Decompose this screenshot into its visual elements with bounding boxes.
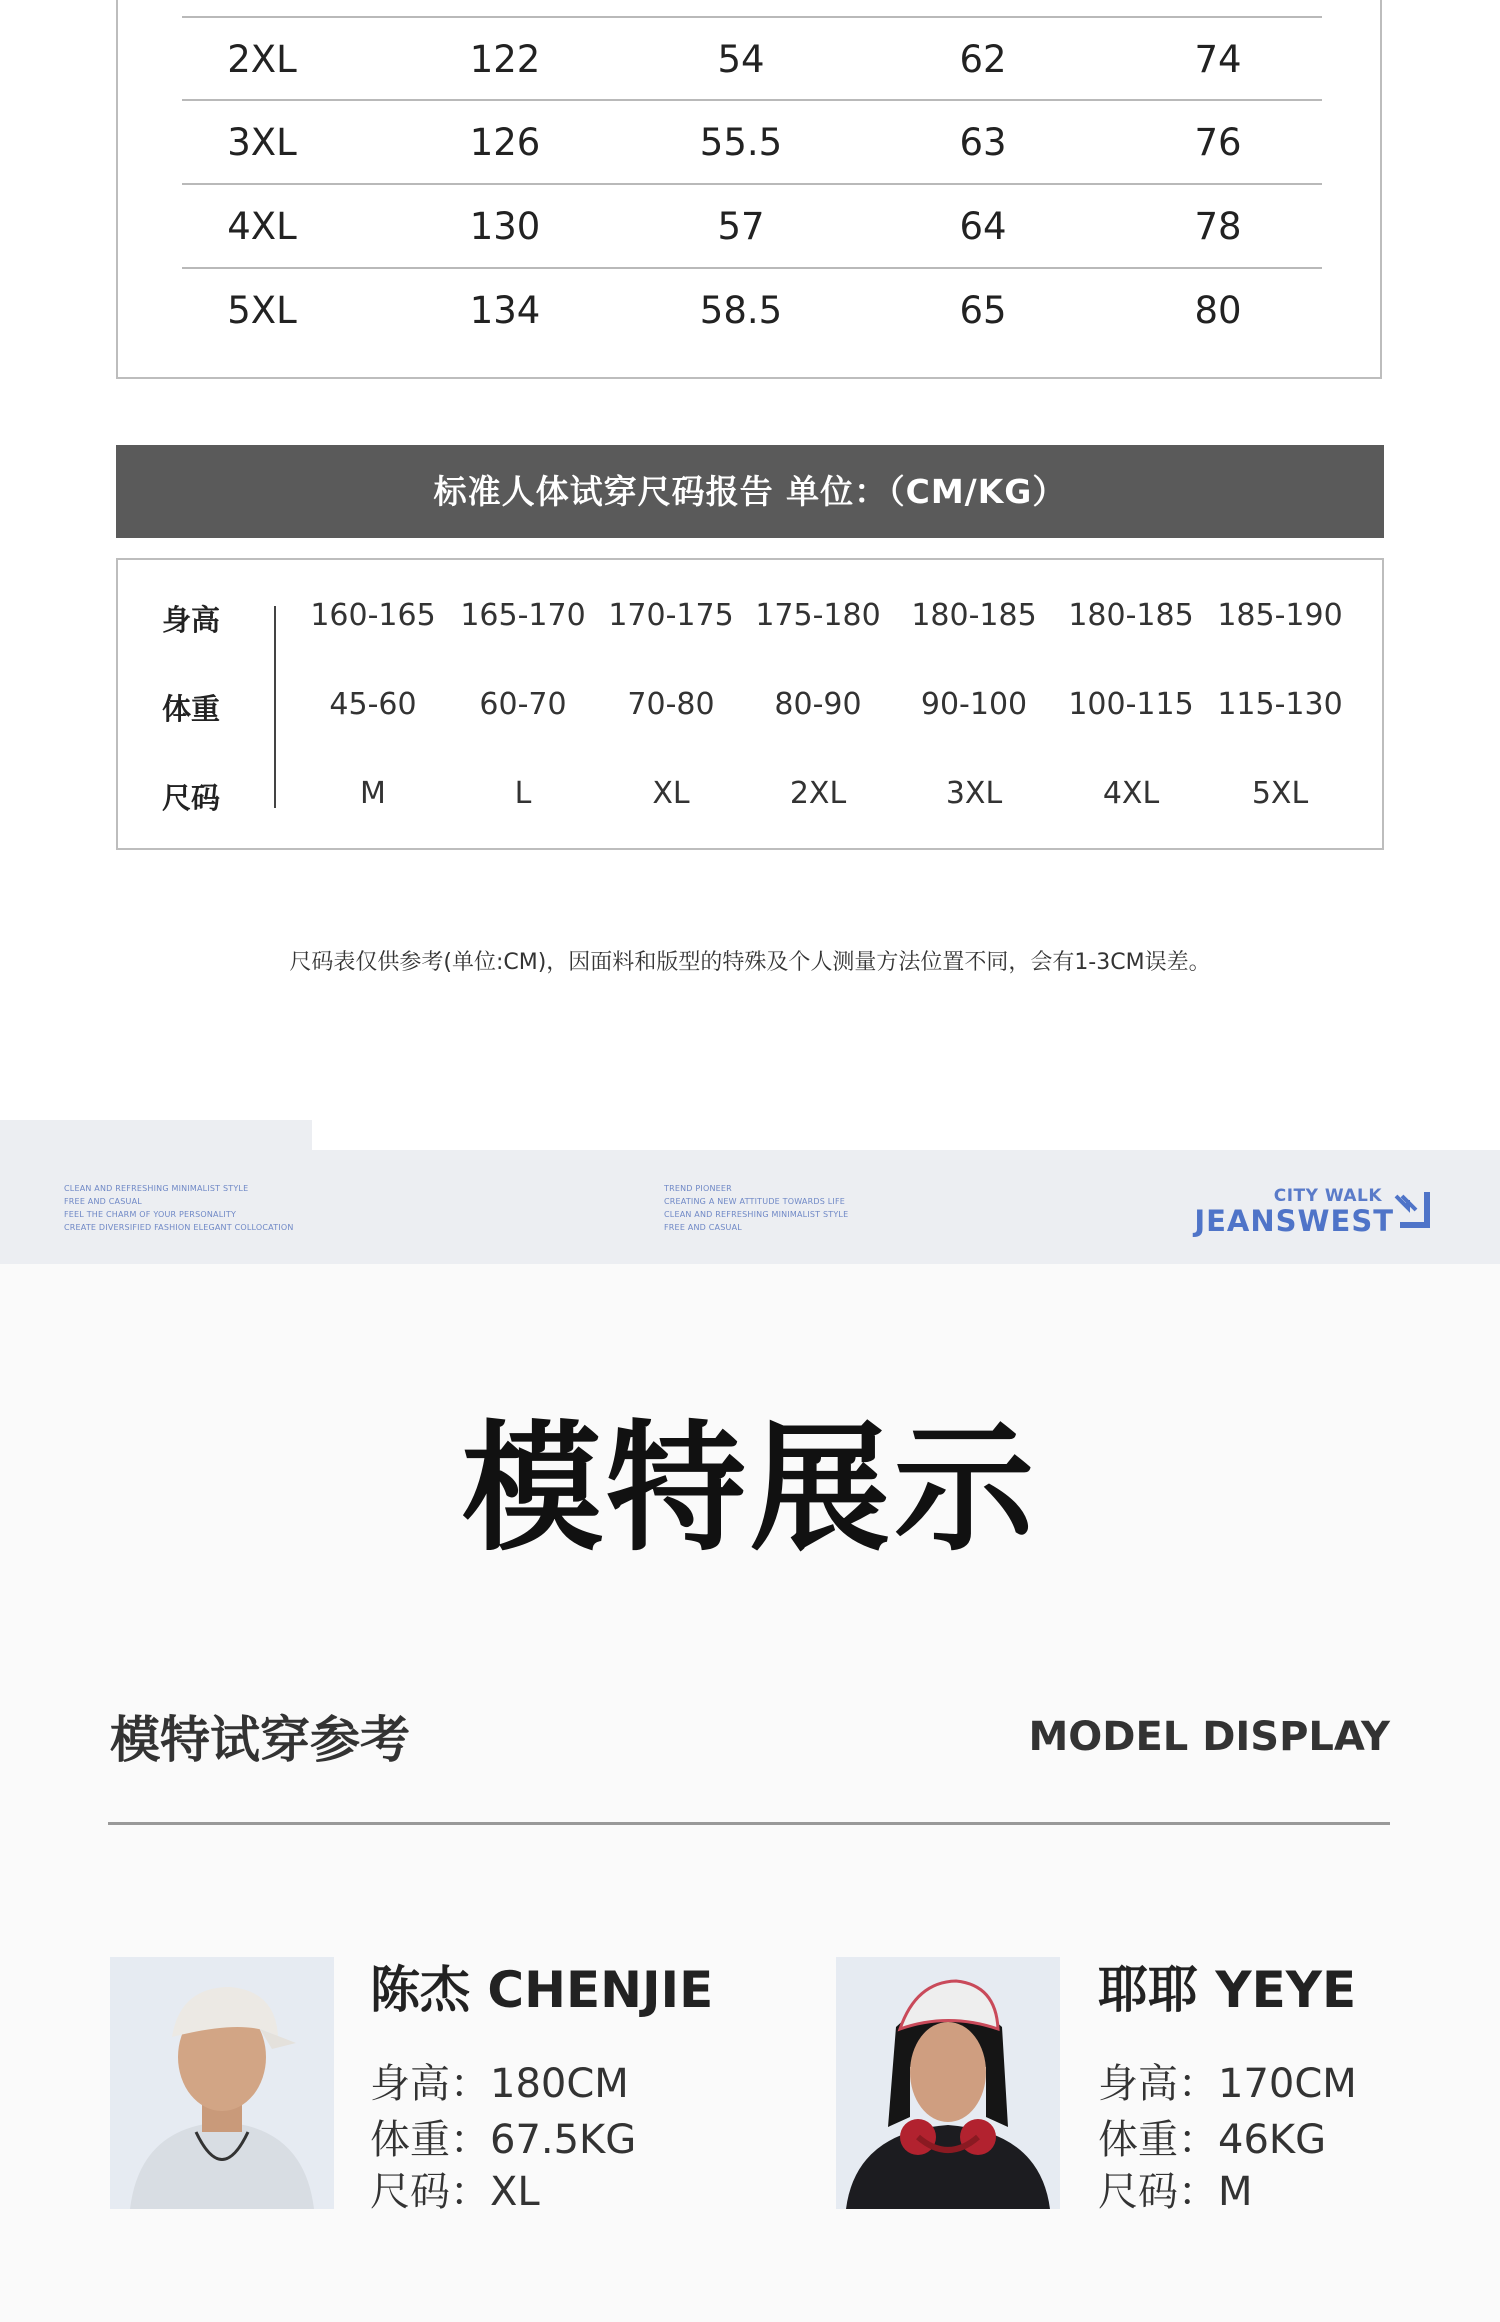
row-label-weight: 体重 (162, 692, 221, 726)
weight-range: 70-80 (627, 687, 715, 722)
size-label: 4XL (1102, 776, 1160, 811)
tagline-line: CREATE DIVERSIFIED FASHION ELEGANT COLLOCATION (64, 1223, 294, 1232)
subheader-divider (108, 1822, 1390, 1825)
model-photo (110, 1957, 334, 2209)
weight-range: 90-100 (920, 687, 1028, 722)
height-range: 180-185 (911, 598, 1037, 633)
table-cell: 58.5 (699, 289, 783, 332)
size-label: XL (652, 776, 690, 811)
table-cell: 78 (1194, 205, 1242, 248)
subheader-title: 模特试穿参考 (110, 1711, 410, 1769)
height-range: 185-190 (1217, 598, 1343, 633)
table-cell: 76 (1194, 121, 1242, 164)
section-title: 模特展示 (461, 1408, 1038, 1571)
height-range: 180-185 (1068, 598, 1194, 633)
report-title-bar: 标准人体试穿尺码报告 单位：（CM/KG） (116, 445, 1384, 538)
size-label: 3XL (945, 776, 1003, 811)
table-cell: 126 (469, 121, 541, 164)
strip-tagline-center (664, 1182, 848, 1234)
table-cell: 4XL (227, 205, 297, 248)
brand-strip-tab (0, 1120, 312, 1152)
size-disclaimer: 尺码表仅供参考(单位:CM)，因面料和版型的特殊及个人测量方法位置不同，会有1-3CM误差。 (289, 950, 1211, 975)
weight-range: 80-90 (774, 687, 862, 722)
table-cell: 65 (959, 289, 1007, 332)
table-cell: 130 (469, 205, 541, 248)
model-weight: 体重：46KG (1098, 2117, 1327, 2163)
table-cell: 134 (469, 289, 541, 332)
size-label: L (514, 776, 532, 811)
table-cell: 62 (959, 38, 1007, 81)
model-size: 尺码：M (1098, 2169, 1253, 2215)
model-name: 陈杰 CHENJIE (370, 1961, 714, 2019)
weight-range: 60-70 (479, 687, 567, 722)
brand-mark-icon (1394, 1190, 1436, 1232)
fit-report-table (116, 558, 1384, 850)
column-divider (274, 606, 276, 808)
model-size: 尺码：XL (370, 2169, 540, 2215)
table-cell: 64 (959, 205, 1007, 248)
row-label-height: 身高 (162, 603, 221, 637)
tagline-line: FEEL THE CHARM OF YOUR PERSONALITY (64, 1210, 237, 1219)
model-weight: 体重：67.5KG (370, 2117, 637, 2163)
brand-logo: JEANSWEST (1194, 1204, 1394, 1238)
model-portrait-icon (836, 1957, 1060, 2209)
table-row (182, 99, 1322, 184)
table-cell: 55.5 (699, 121, 783, 164)
height-range: 160-165 (310, 598, 436, 633)
table-cell: 63 (959, 121, 1007, 164)
size-label: M (360, 776, 386, 811)
tagline-line: FREE AND CASUAL (64, 1197, 142, 1206)
model-name: 耶耶 YEYE (1098, 1961, 1357, 2019)
model-height: 身高：170CM (1098, 2061, 1357, 2107)
table-cell: 5XL (227, 289, 297, 332)
table-cell: 57 (717, 205, 765, 248)
table-cell: 54 (717, 38, 765, 81)
subheader-english: MODEL DISPLAY (1028, 1714, 1390, 1760)
table-cell: 74 (1194, 38, 1242, 81)
table-cell: 80 (1194, 289, 1242, 332)
model-height: 身高：180CM (370, 2061, 629, 2107)
weight-range: 100-115 (1068, 687, 1194, 722)
table-cell: 3XL (227, 121, 297, 164)
tagline-line: CLEAN AND REFRESHING MINIMALIST STYLE (664, 1210, 849, 1219)
table-row (182, 267, 1322, 352)
table-cell: 2XL (227, 38, 297, 81)
brand-logo-subtitle: CITY WALK (1273, 1186, 1382, 1206)
table-row (182, 16, 1322, 101)
model-photo (836, 1957, 1060, 2209)
height-range: 165-170 (460, 598, 586, 633)
table-cell: 122 (469, 38, 541, 81)
model-portrait-icon (110, 1957, 334, 2209)
row-label-size: 尺码 (162, 781, 221, 815)
height-range: 170-175 (608, 598, 734, 633)
tagline-line: TREND PIONEER (664, 1184, 732, 1193)
height-range: 175-180 (755, 598, 881, 633)
tagline-line: CREATING A NEW ATTITUDE TOWARDS LIFE (664, 1197, 846, 1206)
tagline-line: CLEAN AND REFRESHING MINIMALIST STYLE (64, 1184, 249, 1193)
table-row (182, 183, 1322, 268)
size-label: 5XL (1251, 776, 1309, 811)
tagline-line: FREE AND CASUAL (664, 1223, 742, 1232)
strip-tagline-left (64, 1182, 294, 1234)
size-label: 2XL (789, 776, 847, 811)
size-table (116, 0, 1382, 379)
weight-range: 45-60 (329, 687, 417, 722)
weight-range: 115-130 (1217, 687, 1343, 722)
